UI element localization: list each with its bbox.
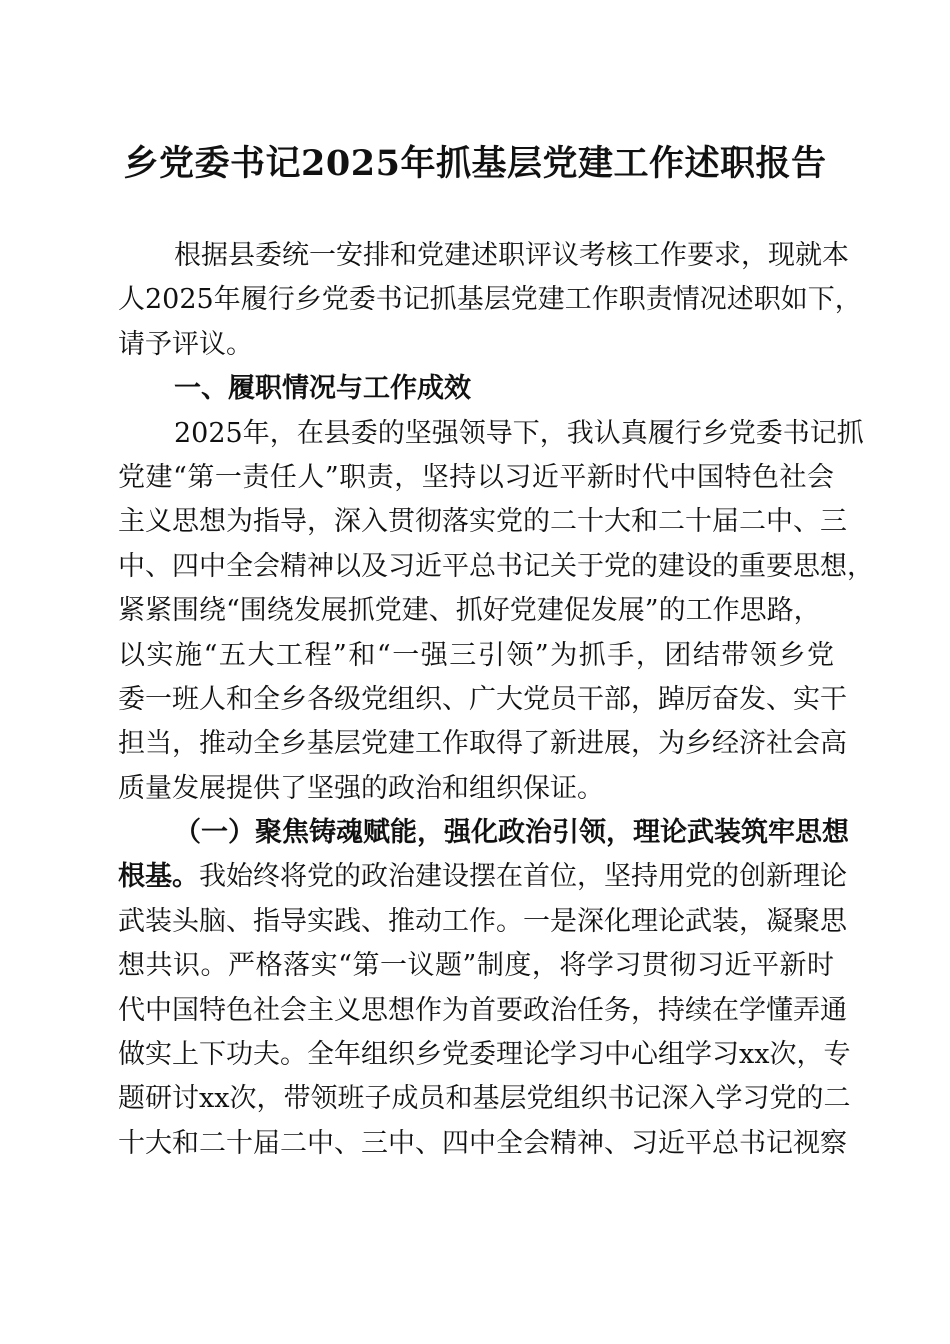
text-line: [118, 278, 862, 322]
body-text: 题研讨xx次，带领班子成员和基层党组织书记深入学习党的二: [118, 1083, 851, 1115]
body-text: 中、四中全会精神以及习近平总书记关于党的建设的重要思想，: [118, 550, 874, 582]
body-text: 质量发展提供了坚强的政治和组织保证。: [118, 772, 604, 804]
body-text: 代中国特色社会主义思想作为首要政治任务，持续在学懂弄通: [118, 994, 847, 1026]
text-line: [118, 545, 874, 589]
text-line: [118, 456, 834, 500]
body-text: 十大和二十届二中、三中、四中全会精神、习近平总书记视察: [118, 1127, 847, 1159]
body-text: 请予评议。: [118, 328, 253, 360]
text-line: [118, 1122, 847, 1166]
body-text: 2025年，在县委的坚强领导下，我认真履行乡党委书记抓: [174, 417, 864, 449]
body-text: 想共识。严格落实“第一议题”制度，将学习贯彻习近平新时: [118, 950, 834, 982]
body-text: 人2025年履行乡党委书记抓基层党建工作职责情况述职如下，: [118, 284, 862, 316]
text-line: [118, 1077, 851, 1121]
text-line: [118, 678, 847, 722]
text-line: [118, 634, 834, 678]
document-title: 乡党委书记2025年抓基层党建工作述职报告: [123, 143, 827, 184]
text-line: [118, 900, 847, 944]
text-line: [118, 855, 847, 899]
bold-heading-text: 根基。: [118, 861, 199, 893]
text-line: [118, 1033, 851, 1077]
body-text: 担当，推动全乡基层党建工作取得了新进展，为乡经济社会高: [118, 728, 847, 760]
body-text: 紧紧围绕“围绕发展抓党建、抓好党建促发展”的工作思路，: [118, 595, 821, 627]
body-text: 根据县委统一安排和党建述职评议考核工作要求，现就本: [174, 240, 849, 271]
text-line: [118, 767, 834, 811]
body-text: 党建“第一责任人”职责，坚持以习近平新时代中国特色社会: [118, 461, 834, 493]
text-line: [118, 412, 864, 456]
body-text: 以实施“五大工程”和“一强三引领”为抓手，团结带领乡党: [118, 639, 834, 671]
body-text: 委一班人和全乡各级党组织、广大党员干部，踔厉奋发、实干: [118, 683, 847, 715]
text-line: [118, 500, 847, 544]
text-line: [118, 367, 834, 411]
text-line: [118, 589, 834, 633]
bold-heading-text: （一）聚焦铸魂赋能，强化政治引领，理论武装筑牢思想: [174, 817, 849, 849]
text-line: [118, 323, 834, 367]
text-line: [118, 811, 849, 855]
body-text: 武装头脑、指导实践、推动工作。一是深化理论武装，凝聚思: [118, 905, 847, 937]
body-text: 我始终将党的政治建设摆在首位，坚持用党的创新理论: [199, 861, 847, 893]
text-line: [118, 989, 847, 1033]
text-line: [118, 722, 847, 766]
document-body: [118, 234, 874, 1166]
text-line: [118, 234, 849, 278]
body-text: 做实上下功夫。全年组织乡党委理论学习中心组学习xx次，专: [118, 1039, 851, 1071]
body-text: 主义思想为指导，深入贯彻落实党的二十大和二十届二中、三: [118, 506, 847, 538]
bold-heading-text: 一、履职情况与工作成效: [174, 373, 471, 405]
text-line: [118, 944, 834, 988]
